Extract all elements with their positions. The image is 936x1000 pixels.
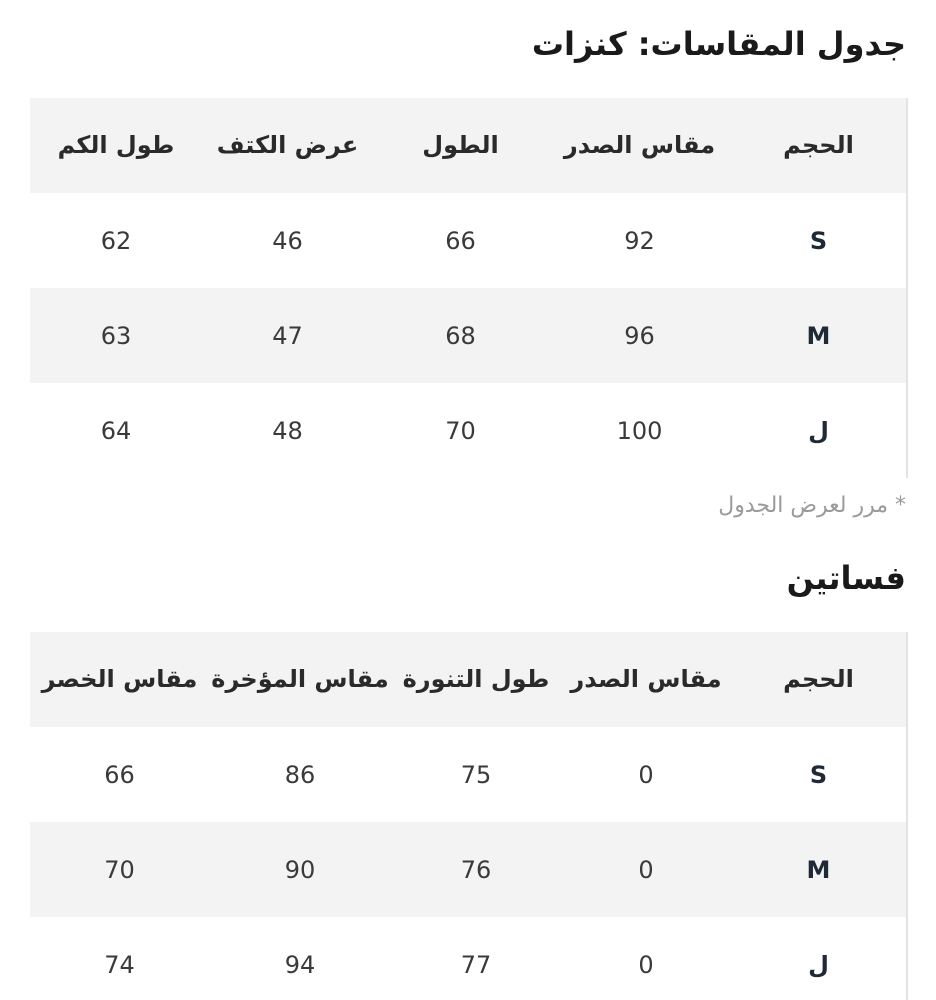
skirt-length-cell: 75 [460,760,492,789]
chest-cell: 0 [638,760,654,789]
chest-cell: 96 [624,321,655,350]
size-cell: ل [808,416,829,445]
header-shoulder-width: عرض الكتف [216,130,359,159]
hip-cell: 94 [284,950,316,979]
scroll-hint-note: * مرر لعرض الجدول [718,493,906,518]
table-header-row [30,98,906,193]
waist-cell: 70 [104,855,135,884]
table-row [30,193,906,288]
sleeve-length-cell: 63 [100,321,132,350]
chest-cell: 0 [638,855,654,884]
header-skirt-length: طول التنورة [402,664,550,693]
size-cell: S [809,760,828,789]
table-row [30,383,906,478]
shoulder-width-cell: 47 [272,321,303,350]
header-chest: مقاس الصدر [563,130,716,159]
length-cell: 68 [445,321,476,350]
shoulder-width-cell: 46 [272,226,303,255]
skirt-length-cell: 77 [460,950,492,979]
table-header-row [30,632,906,727]
header-size: الحجم [783,664,854,693]
chest-cell: 100 [616,416,663,445]
size-cell: S [809,226,828,255]
dresses-table-scroll-container[interactable] [28,632,908,1000]
table-row [30,288,906,383]
length-cell: 66 [445,226,476,255]
waist-cell: 74 [104,950,135,979]
chest-cell: 92 [624,226,655,255]
dresses-size-table [30,632,906,1000]
hip-cell: 90 [284,855,316,884]
size-cell: M [806,855,831,884]
size-cell: M [806,321,831,350]
header-sleeve-length: طول الكم [57,130,175,159]
header-hip: مقاس المؤخرة [211,664,389,693]
shoulder-width-cell: 48 [272,416,303,445]
sleeve-length-cell: 62 [100,226,132,255]
shirts-size-table [30,98,906,478]
table-row [30,822,906,917]
shirts-size-chart-title: جدول المقاسات: كنزات [531,25,906,63]
shirts-table-scroll-container[interactable] [28,98,908,478]
sleeve-length-cell: 64 [100,416,132,445]
header-chest: مقاس الصدر [570,664,722,693]
chest-cell: 0 [638,950,654,979]
skirt-length-cell: 76 [460,855,492,884]
waist-cell: 66 [104,760,135,789]
length-cell: 70 [445,416,476,445]
header-waist: مقاس الخصر [41,664,198,693]
size-cell: ل [808,950,829,979]
header-size: الحجم [783,130,854,159]
hip-cell: 86 [284,760,316,789]
table-row [30,727,906,822]
header-length: الطول [422,130,499,159]
table-row [30,917,906,1000]
dresses-size-chart-title: فساتين [786,559,906,597]
